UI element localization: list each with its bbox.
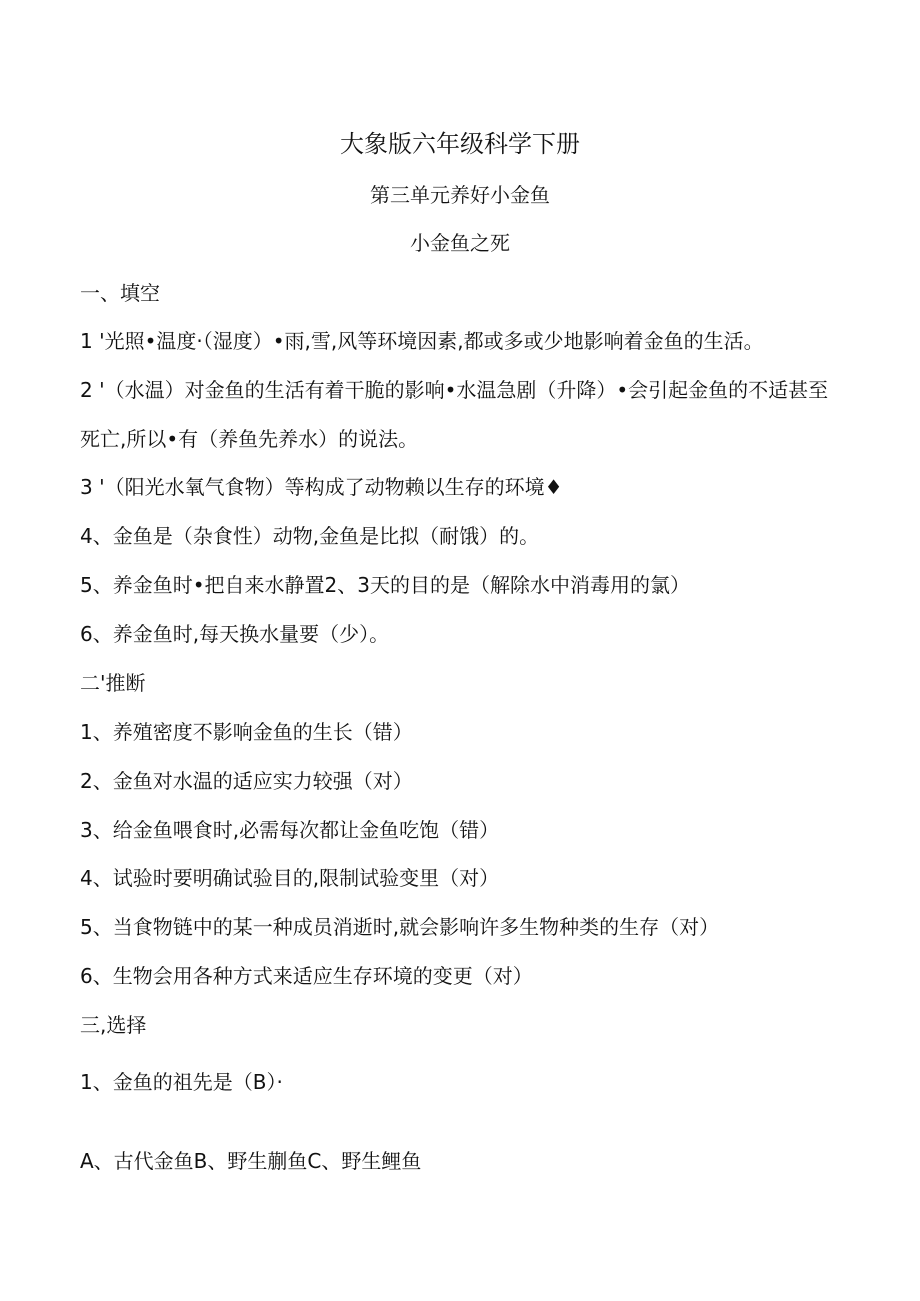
choice-question-1: 1、金鱼的祖先是（B）· — [80, 1070, 283, 1094]
judgement-question-3: 3、给金鱼喂食时,必需每次都让金鱼吃饱（错） — [80, 818, 500, 842]
fill-blank-question-5: 5、养金鱼时•把自来水静置2、3天的目的是（解除水中消毒用的氯） — [80, 573, 690, 597]
judgement-question-2: 2、金鱼对水温的适应实力较强（对） — [80, 769, 413, 793]
section-heading-choice: 三,选择 — [80, 1013, 147, 1037]
document-title: 大象版六年级科学下册 — [340, 130, 580, 158]
judgement-question-4: 4、试验时要明确试验目的,限制试验变里（对） — [80, 866, 500, 890]
section-heading-judgement: 二'推断 — [80, 671, 146, 695]
fill-blank-question-3: 3 '（阳光水氧气食物）等构成了动物赖以生存的环境♦ — [80, 475, 563, 499]
fill-blank-question-6: 6、养金鱼时,每天换水量要（少）。 — [80, 622, 390, 646]
judgement-question-6: 6、生物会用各种方式来适应生存环境的变更（对） — [80, 964, 533, 988]
fill-blank-question-2-continued: 死亡,所以•有（养鱼先养水）的说法。 — [80, 427, 419, 451]
fill-blank-question-1: 1 '光照•温度·（湿度）•雨,雪,风等环境因素,都或多或少地影响着金鱼的生活。 — [80, 329, 764, 353]
fill-blank-question-4: 4、金鱼是（杂食性）动物,金鱼是比拟（耐饿）的。 — [80, 524, 540, 548]
choice-question-1-options: A、古代金鱼B、野生蒯鱼C、野生鲤鱼 — [80, 1149, 422, 1173]
unit-title: 第三单元养好小金鱼 — [370, 183, 550, 207]
lesson-title: 小金鱼之死 — [410, 231, 510, 255]
judgement-question-1: 1、养殖密度不影响金鱼的生长（错） — [80, 720, 413, 744]
fill-blank-question-2: 2 '（水温）对金鱼的生活有着干脆的影响•水温急剧（升降）•会引起金鱼的不适甚至 — [80, 378, 829, 402]
section-heading-fill-blank: 一、填空 — [80, 281, 160, 305]
judgement-question-5: 5、当食物链中的某一种成员消逝时,就会影响许多生物种类的生存（对） — [80, 915, 720, 939]
